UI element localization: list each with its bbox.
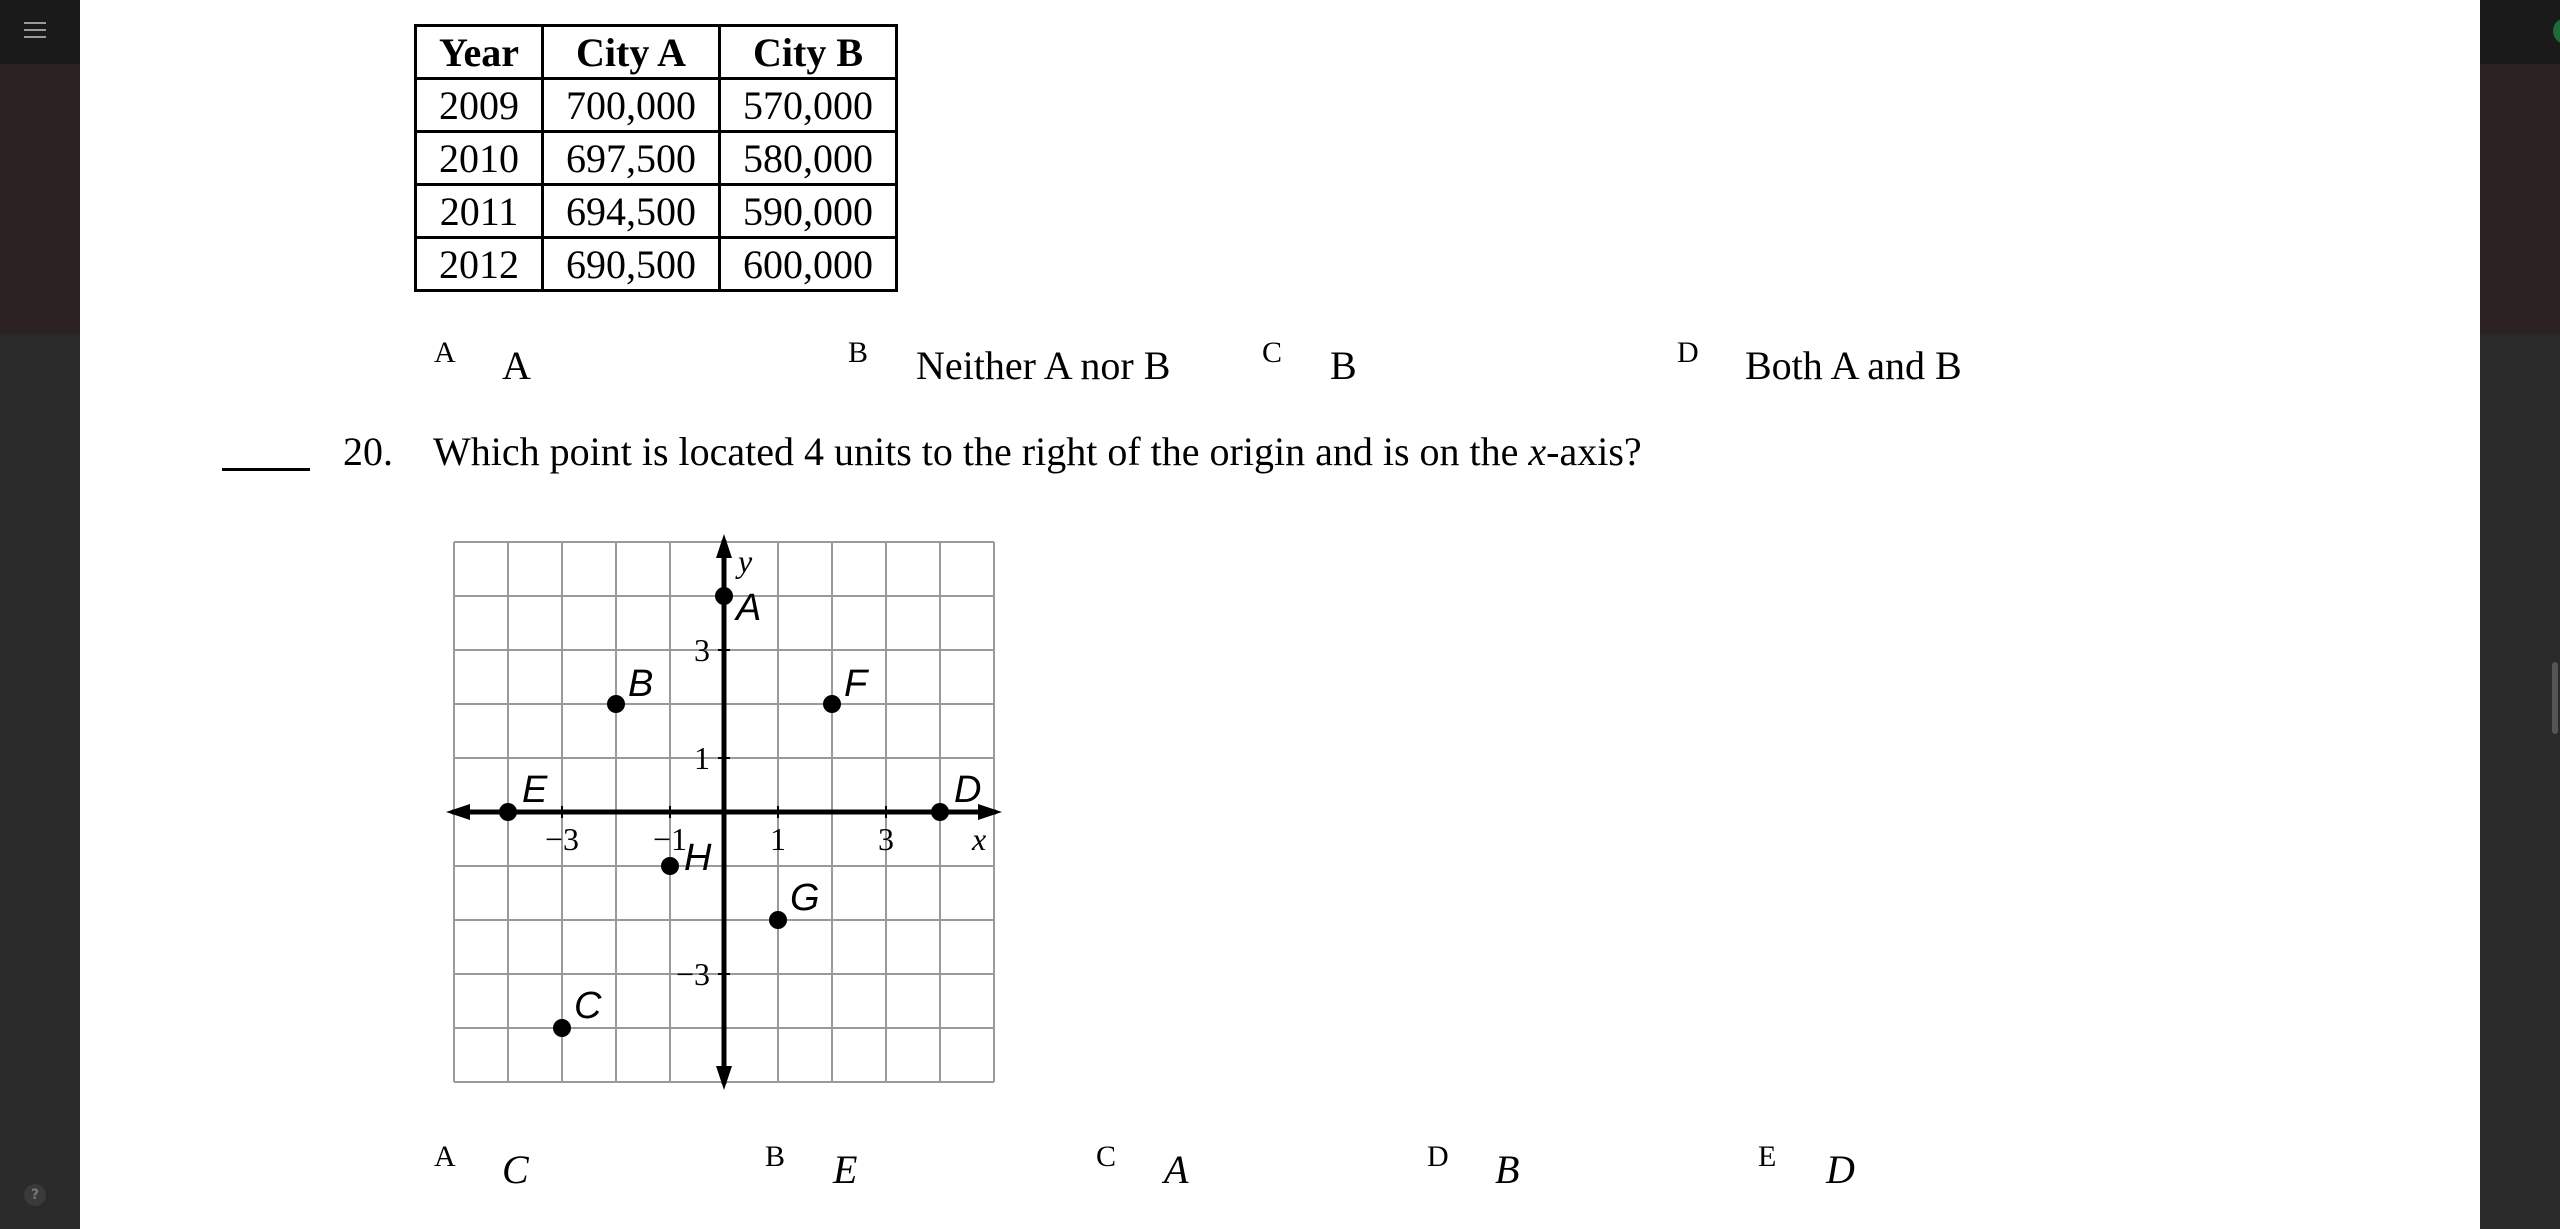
option-text: B (1495, 1147, 1520, 1192)
question-number: 20. (343, 429, 393, 474)
point-f-marker (823, 695, 841, 713)
help-icon[interactable]: ? (24, 1184, 46, 1206)
table-header-cell: City A (543, 26, 720, 79)
option-text: Neither A nor B (916, 343, 1171, 388)
point-g-label: G (790, 877, 820, 919)
x-axis-left-arrow (446, 804, 470, 820)
point-d-marker (931, 803, 949, 821)
document-page (80, 0, 2480, 1229)
axes (446, 534, 1002, 1090)
point-g-marker (769, 911, 787, 929)
option-text: B (1330, 343, 1357, 388)
x-tick-label: 3 (878, 821, 894, 857)
table-cell: 570,000 (720, 79, 897, 132)
table-header-cell: City B (720, 26, 897, 79)
scrollbar-thumb[interactable] (2552, 662, 2558, 734)
option-text: Both A and B (1745, 343, 1962, 388)
hamburger-menu-icon[interactable] (24, 22, 46, 40)
option-letter: B (848, 336, 869, 369)
point-a-label: A (736, 587, 762, 629)
coordinate-grid (444, 532, 1004, 1092)
point-b-label: B (628, 663, 654, 705)
x-tick-label: −1 (652, 821, 688, 857)
y-axis-bottom-arrow (716, 1066, 732, 1090)
table-row (416, 238, 897, 291)
x-tick-label: −3 (544, 821, 580, 857)
point-a-marker (715, 587, 733, 605)
option-letter: A (434, 1140, 456, 1173)
option-letter: B (765, 1140, 786, 1173)
table-cell: 590,000 (720, 185, 897, 238)
point-h-label: H (684, 837, 712, 879)
option-text: C (502, 1147, 529, 1192)
x-tick-label: 1 (770, 821, 786, 857)
option-text: A (1164, 1147, 1189, 1192)
point-c-label: C (574, 985, 602, 1027)
table-row (416, 132, 897, 185)
table-cell: 697,500 (543, 132, 720, 185)
point-e-marker (499, 803, 517, 821)
table-row (416, 79, 897, 132)
y-tick-label: 1 (694, 740, 710, 776)
option-letter: A (434, 336, 456, 369)
table-cell: 580,000 (720, 132, 897, 185)
point-c-marker (553, 1019, 571, 1037)
point-h-marker (661, 857, 679, 875)
table-cell: 690,500 (543, 238, 720, 291)
table-cell: 2011 (416, 185, 543, 238)
question-text-end: -axis? (1546, 429, 1642, 474)
point-e-label: E (522, 769, 548, 811)
option-text: E (833, 1147, 858, 1192)
question-text-variable: x (1528, 429, 1547, 474)
y-tick-label: −3 (675, 956, 710, 992)
background-left (0, 64, 80, 334)
table-cell: 700,000 (543, 79, 720, 132)
option-text: D (1826, 1147, 1855, 1192)
x-axis-right-arrow (978, 804, 1002, 820)
point-d-label: D (954, 769, 982, 811)
point-b-marker (607, 695, 625, 713)
table-cell: 2009 (416, 79, 543, 132)
table-cell: 694,500 (543, 185, 720, 238)
question-text-start: Which point is located 4 units to the right of the origin and is on the (433, 429, 1529, 474)
option-letter: C (1096, 1140, 1117, 1173)
table-header-cell: Year (416, 26, 543, 79)
option-letter: D (1427, 1140, 1449, 1173)
table-cell: 2010 (416, 132, 543, 185)
table-row (416, 185, 897, 238)
background-right (2480, 64, 2560, 334)
y-axis-top-arrow (716, 534, 732, 558)
user-avatar[interactable] (2553, 18, 2560, 44)
answer-blank[interactable] (222, 468, 310, 471)
table-cell: 600,000 (720, 238, 897, 291)
point-f-label: F (844, 663, 868, 705)
city-population-table (414, 24, 898, 292)
option-letter: C (1262, 336, 1283, 369)
y-axis-label: y (738, 543, 753, 579)
x-axis-label: x (972, 821, 987, 857)
option-letter: E (1758, 1140, 1777, 1173)
question-text (433, 428, 1642, 475)
table-header-row (416, 26, 897, 79)
table-cell: 2012 (416, 238, 543, 291)
option-text: A (502, 343, 531, 388)
option-letter: D (1677, 336, 1699, 369)
y-tick-label: 3 (694, 632, 710, 668)
